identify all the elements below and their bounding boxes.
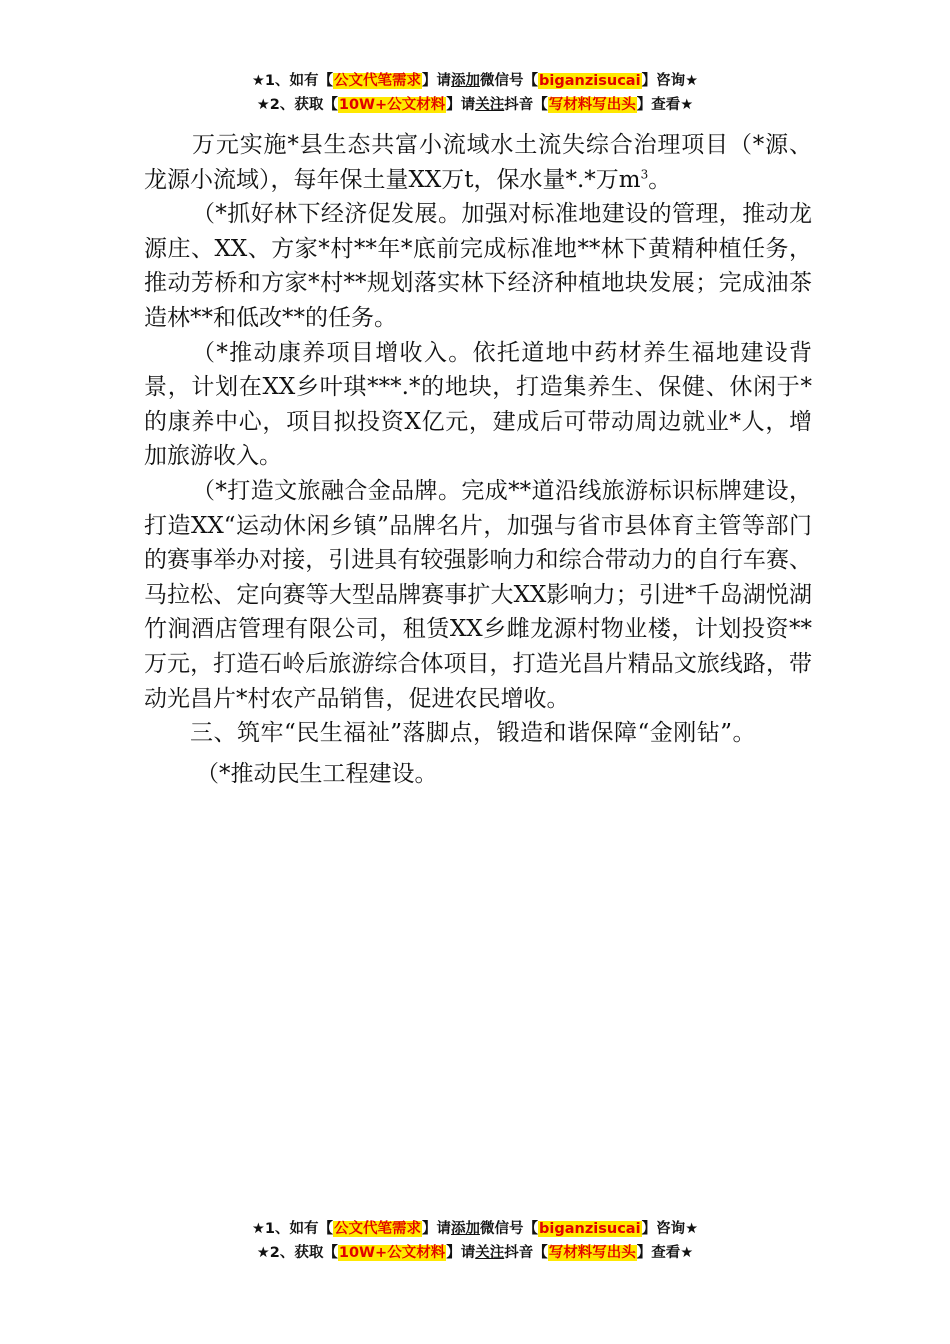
banner-text: 】查看★ <box>636 1245 694 1261</box>
paragraph-2: （*抓好林下经济促发展。加强对标准地建设的管理，推动龙源庄、XX、方家*村**年*底前完成标准地**林下黄精种植任务，推动芳桥和方家*村**规划落实林下经济种植地块发展；完成油茶造林**和低改**的任务。 <box>144 201 812 331</box>
highlight-service: 公文代笔需求 <box>334 1221 422 1237</box>
banner-text: 抖音【 <box>504 97 548 113</box>
banner-text: 】请 <box>422 1221 452 1237</box>
highlight-wechat-id: biganzisucai <box>539 73 641 89</box>
banner-text: ★1、如有【 <box>251 73 334 89</box>
document-body <box>144 128 812 791</box>
section-heading: 三、筑牢“民生福祉”落脚点，锻造和谐保障“金刚钻”。 <box>190 720 757 747</box>
banner-emphasis: 关注 <box>475 97 505 113</box>
banner-line-1 <box>0 1217 950 1241</box>
paragraph-4: （*打造文旅融合金品牌。完成**道沿线旅游标识标牌建设，打造XX“运动休闲乡镇”品牌名片，加强与省市县体育主管等部门的赛事举办对接，引进具有较强影响力和综合带动力的自行车赛、马拉松、定向赛等大型品牌赛事扩大XX影响力；引进*千岛湖悦湖竹涧酒店管理有限公司，租赁XX乡雌龙源村物业楼，计划投资**万元，打造石岭后旅游综合体项目，打造光昌片精品文旅线路，带动光昌片*村农产品销售，促进农民增收。 <box>144 477 812 712</box>
highlight-wechat-id: biganzisucai <box>539 1221 641 1237</box>
superscript: 3 <box>640 166 649 181</box>
banner-line-1 <box>0 69 950 93</box>
banner-text: ★2、获取【 <box>256 97 338 113</box>
highlight-douyin: 写材料写出头 <box>548 1245 636 1261</box>
banner-text: 微信号【 <box>480 1221 539 1237</box>
banner-line-2 <box>0 1241 950 1265</box>
banner-text: 】咨询★ <box>641 73 699 89</box>
header-banner <box>0 69 950 117</box>
banner-text: ★2、获取【 <box>256 1245 338 1261</box>
banner-text: 】查看★ <box>636 97 694 113</box>
paragraph-1 <box>144 128 812 197</box>
highlight-douyin: 写材料写出头 <box>548 97 636 113</box>
banner-emphasis: 关注 <box>475 1245 505 1261</box>
banner-text: 】请 <box>446 97 476 113</box>
banner-text: 抖音【 <box>504 1245 548 1261</box>
highlight-materials: 10W+公文材料 <box>338 1245 446 1261</box>
paragraph-3: （*推动康养项目增收入。依托道地中药材养生福地建设背景，计划在XX乡叶琪***.*的地块，打造集养生、保健、休闲于*的康养中心，项目拟投资X亿元，建成后可带动周边就业*人，增加旅游收入。 <box>144 339 812 470</box>
banner-text: 微信号【 <box>480 73 539 89</box>
banner-text: 】请 <box>446 1245 476 1261</box>
paragraph-6: （*推动民生工程建设。 <box>196 760 438 787</box>
paragraph-text: 。 <box>648 166 672 193</box>
highlight-service: 公文代笔需求 <box>334 73 422 89</box>
footer-banner <box>0 1217 950 1265</box>
banner-emphasis: 添加 <box>451 73 481 89</box>
highlight-materials: 10W+公文材料 <box>338 97 446 113</box>
banner-text: 】咨询★ <box>641 1221 699 1237</box>
banner-text: ★1、如有【 <box>251 1221 334 1237</box>
banner-text: 】请 <box>422 73 452 89</box>
banner-line-2 <box>0 93 950 117</box>
banner-emphasis: 添加 <box>451 1221 481 1237</box>
paragraph-text: 万元实施*县生态共富小流域水土流失综合治理项目（*源、龙源小流域），每年保土量XX万t，保水量*.*万m <box>144 132 812 193</box>
